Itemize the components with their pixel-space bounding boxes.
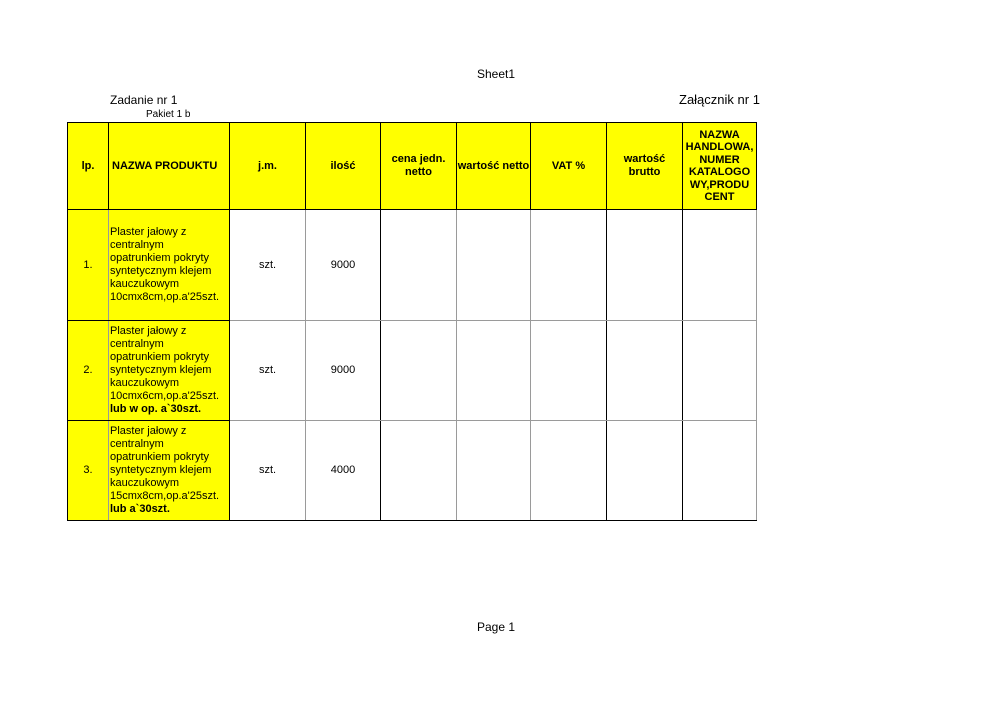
row-trade-name	[683, 421, 757, 521]
col-header-value-gross: wartość brutto	[607, 123, 683, 210]
product-name-line: centralnym	[110, 239, 164, 251]
row-value-net	[457, 421, 531, 521]
col-header-unit: j.m.	[230, 123, 306, 210]
product-name-line: syntetycznym klejem	[110, 364, 212, 376]
product-name-line: syntetycznym klejem	[110, 464, 212, 476]
row-lp: 1.	[68, 210, 109, 321]
row-product-name	[109, 321, 230, 421]
col-header-vat: VAT %	[531, 123, 607, 210]
col-header-product-name: NAZWA PRODUKTU	[109, 123, 230, 210]
table-header-row	[68, 123, 757, 210]
package-label: Pakiet 1 b	[146, 109, 191, 120]
row-unit: szt.	[230, 321, 306, 421]
col-header-unit-price-net: cena jedn. netto	[381, 123, 457, 210]
row-unit: szt.	[230, 210, 306, 321]
row-quantity: 9000	[306, 210, 381, 321]
row-unit-price-net	[381, 210, 457, 321]
product-name-line: kauczukowym	[110, 377, 180, 389]
product-name-packaging-note: lub a`30szt.	[110, 503, 170, 515]
product-name-line: 15cmx8cm,op.a'25szt.	[110, 490, 220, 502]
row-lp: 2.	[68, 321, 109, 421]
col-header-trade-name: NAZWA HANDLOWA, NUMER KATALOGO WY,PRODU CENT	[683, 123, 757, 210]
product-name-line: opatrunkiem pokryty	[110, 252, 210, 264]
product-name-line: Plaster jałowy z	[110, 425, 187, 437]
product-name-line: opatrunkiem pokryty	[110, 451, 210, 463]
table-row	[68, 210, 757, 321]
row-unit: szt.	[230, 421, 306, 521]
row-quantity: 9000	[306, 321, 381, 421]
page-number: Page 1	[476, 620, 516, 634]
col-header-quantity: ilość	[306, 123, 381, 210]
row-unit-price-net	[381, 321, 457, 421]
row-value-gross	[607, 421, 683, 521]
row-quantity: 4000	[306, 421, 381, 521]
product-name-packaging-note: lub w op. a`30szt.	[110, 403, 202, 415]
task-number: Zadanie nr 1	[110, 93, 178, 107]
product-name-line: Plaster jałowy z	[110, 325, 187, 337]
row-value-gross	[607, 210, 683, 321]
row-trade-name	[683, 210, 757, 321]
product-name-line: kauczukowym	[110, 477, 180, 489]
col-header-lp: lp.	[68, 123, 109, 210]
product-name-line: 10cmx8cm,op.a'25szt.	[110, 291, 220, 303]
product-name-line: centralnym	[110, 438, 164, 450]
product-name-line: kauczukowym	[110, 278, 180, 290]
product-name-line: opatrunkiem pokryty	[110, 351, 210, 363]
product-name-line: centralnym	[110, 338, 164, 350]
product-name-line: 10cmx6cm,op.a'25szt.	[110, 390, 220, 402]
row-product-name	[109, 421, 230, 521]
col-header-value-net: wartość netto	[457, 123, 531, 210]
row-trade-name	[683, 321, 757, 421]
row-lp: 3.	[68, 421, 109, 521]
table-row	[68, 321, 757, 421]
row-value-net	[457, 321, 531, 421]
product-name-line: syntetycznym klejem	[110, 265, 212, 277]
row-product-name	[109, 210, 230, 321]
sheet-title: Sheet1	[476, 67, 516, 81]
product-name-line: Plaster jałowy z	[110, 226, 187, 238]
attachment-number: Załącznik nr 1	[679, 92, 760, 107]
table-row	[68, 421, 757, 521]
row-vat	[531, 210, 607, 321]
row-value-net	[457, 210, 531, 321]
row-vat	[531, 321, 607, 421]
row-value-gross	[607, 321, 683, 421]
row-unit-price-net	[381, 421, 457, 521]
product-table	[67, 122, 757, 521]
row-vat	[531, 421, 607, 521]
